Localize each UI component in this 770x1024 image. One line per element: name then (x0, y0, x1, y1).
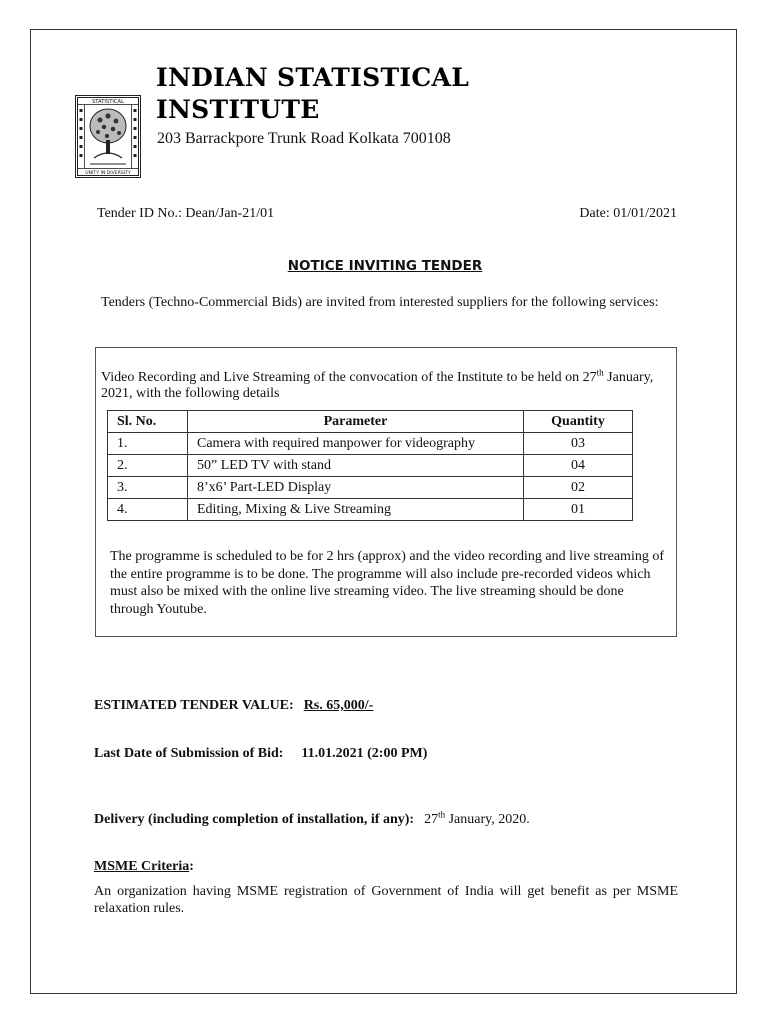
institute-name-line2: INSTITUTE (156, 95, 320, 124)
tender-date: Date: 01/01/2021 (579, 206, 677, 221)
msme-title-colon: : (189, 859, 194, 874)
estimated-value-label: ESTIMATED TENDER VALUE: (94, 698, 294, 713)
institute-address: 203 Barrackpore Trunk Road Kolkata 700108 (157, 130, 451, 147)
institute-name-line1: INDIAN STATISTICAL (156, 63, 470, 92)
cell-quantity: 02 (524, 477, 633, 499)
table-header-row (108, 411, 633, 433)
institute-seal-icon (75, 95, 141, 178)
table-row (108, 499, 633, 521)
last-date-submission (94, 746, 427, 762)
notice-title-text: NOTICE INVITING TENDER (287, 258, 483, 274)
cell-parameter: Editing, Mixing & Live Streaming (188, 499, 524, 521)
cell-quantity: 03 (524, 433, 633, 455)
services-table (107, 410, 633, 521)
institute-name (156, 62, 469, 126)
msme-paragraph: An organization having MSME registration of Government of India will get benefit as per MSME relaxation rules. (94, 884, 678, 916)
cell-sl-no: 4. (108, 499, 188, 521)
delivery-line (94, 809, 530, 828)
cell-sl-no: 1. (108, 433, 188, 455)
msme-title: MSME Criteria (94, 859, 190, 874)
details-intro-sup: th (596, 367, 604, 378)
svg-text:STATISTICAL: STATISTICAL (92, 99, 124, 105)
column-header-quantity: Quantity (524, 411, 633, 433)
delivery-month-year: January, 2020. (445, 812, 530, 827)
notice-title (0, 258, 770, 274)
cell-parameter: 8’x6’ Part-LED Display (188, 477, 524, 499)
table-row (108, 477, 633, 499)
delivery-value (424, 809, 530, 827)
cell-quantity: 01 (524, 499, 633, 521)
svg-text:UNITY IN DIVERSITY: UNITY IN DIVERSITY (85, 171, 131, 176)
column-header-parameter: Parameter (188, 411, 524, 433)
details-intro-rest: January, 2021, with the following details (101, 370, 654, 401)
estimated-tender-value (94, 698, 373, 714)
programme-paragraph: The programme is scheduled to be for 2 hrs (approx) and the video recording and live streaming of the entire programme is to be done. The programme will also include pre-recorded videos which must also be mixed with the online live streaming video. The live streaming should be done through Youtube. (110, 549, 664, 617)
msme-heading (94, 859, 194, 875)
cell-parameter: 50” LED TV with stand (188, 455, 524, 477)
intro-paragraph: Tenders (Techno-Commercial Bids) are invited from interested suppliers for the following services: (101, 295, 659, 310)
column-header-sl-no: Sl. No. (108, 411, 188, 433)
delivery-day-sup: th (438, 809, 446, 820)
estimated-value-amount: Rs. 65,000/- (303, 698, 374, 713)
details-intro (101, 367, 681, 402)
last-date-label: Last Date of Submission of Bid: (94, 746, 284, 761)
table-row (108, 433, 633, 455)
tender-id: Tender ID No.: Dean/Jan-21/01 (97, 206, 275, 221)
last-date-value: 11.01.2021 (2:00 PM) (301, 746, 428, 761)
details-intro-text: Video Recording and Live Streaming of the convocation of the Institute to be held on 27 (101, 370, 597, 385)
cell-parameter: Camera with required manpower for videography (188, 433, 524, 455)
cell-sl-no: 2. (108, 455, 188, 477)
table-row (108, 455, 633, 477)
delivery-label: Delivery (including completion of installation, if any): (94, 812, 415, 827)
delivery-day: 27 (424, 812, 439, 827)
cell-quantity: 04 (524, 455, 633, 477)
cell-sl-no: 3. (108, 477, 188, 499)
